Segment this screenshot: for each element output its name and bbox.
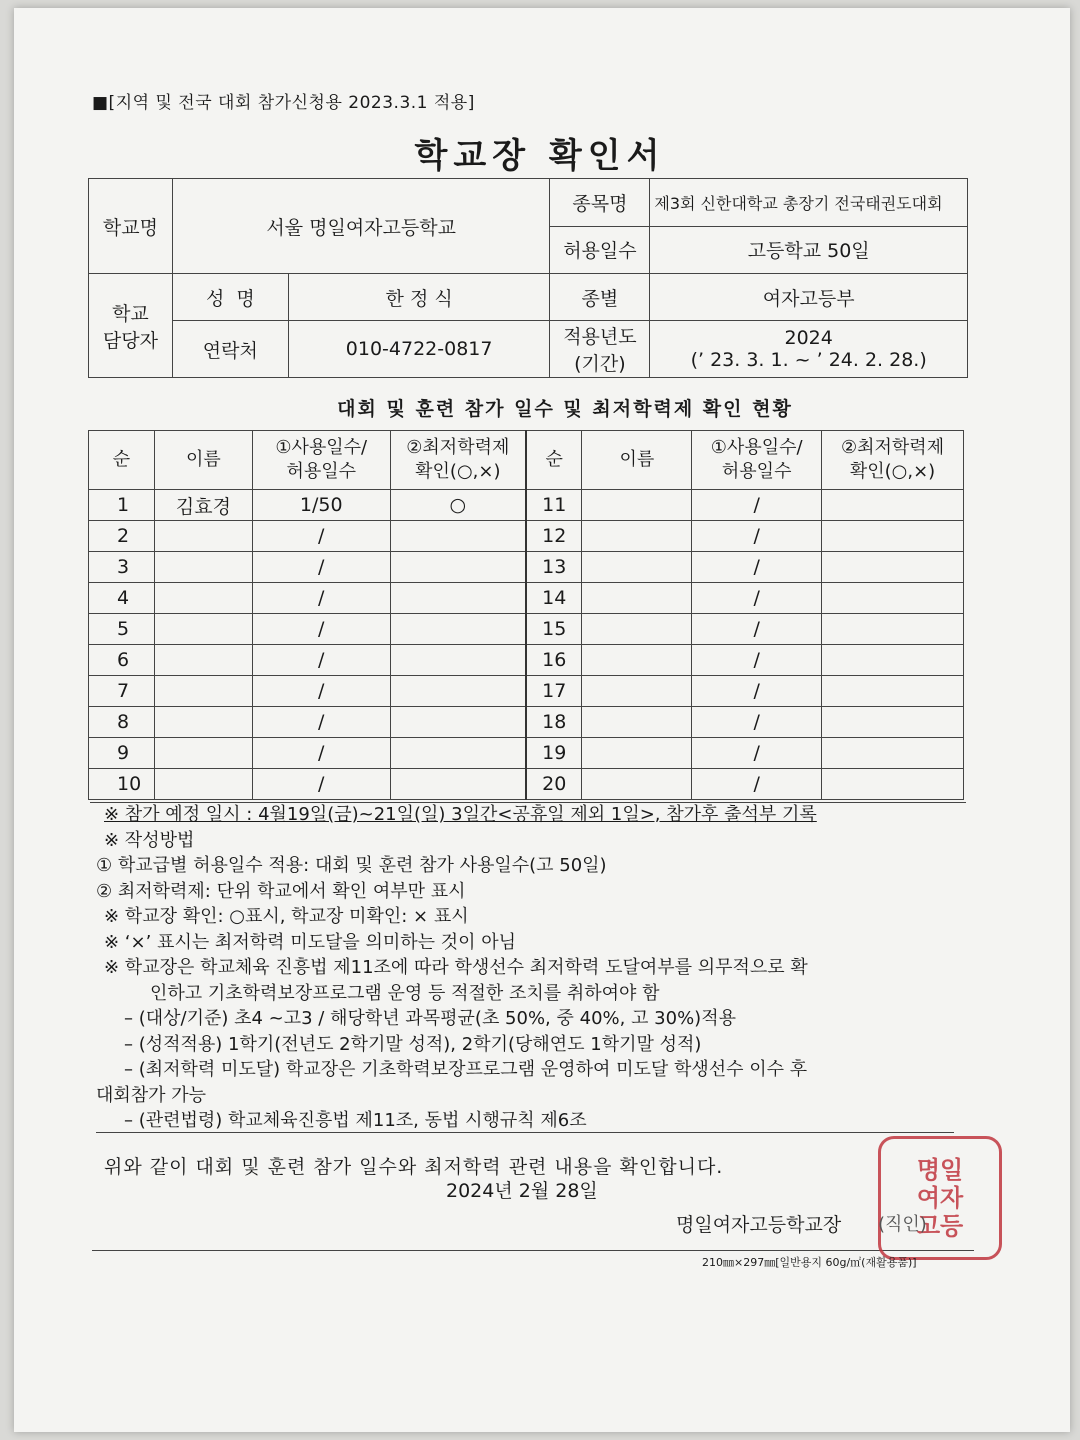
header-min-right-2: 확인(○,×) [849,461,936,482]
school-info-table [88,178,968,378]
row-no: 15 [526,614,582,645]
detail-2: – (성적적용) 1학기(전년도 2학기말 성적), 2학기(당해연도 1학기말 성적) [124,1033,702,1055]
table-header-row [89,431,964,490]
row-no: 2 [89,521,155,552]
row-no: 6 [89,645,155,676]
notes-section [96,802,964,1134]
row-used-days: / [692,738,822,769]
official-seal: 명일 여자 고등 [878,1136,1002,1260]
row-no: 17 [526,676,582,707]
row-min-check [822,490,964,521]
method-5b: 인하고 기초학력보장프로그램 운영 등 적절한 조치를 취하여야 함 [150,982,660,1004]
row-min-check [390,769,526,800]
year-label-2: (기간) [574,353,626,375]
row-no: 4 [89,583,155,614]
row-no: 20 [526,769,582,800]
row-used-days: / [692,552,822,583]
year-cell [650,321,968,378]
row-min-check [822,738,964,769]
row-min-check [822,552,964,583]
table-row [89,583,964,614]
row-name [154,676,252,707]
confirm-date: 2024년 2월 28일 [446,1180,598,1202]
header-name-right: 이름 [582,431,692,490]
row-min-check [822,583,964,614]
row-name [154,614,252,645]
table-row [89,552,964,583]
row-used-days: / [252,583,390,614]
table-row [89,676,964,707]
manager-label-2: 담당자 [102,329,158,352]
participation-table [88,430,964,800]
divider-line [96,1132,954,1133]
row-no: 14 [526,583,582,614]
row-min-check [390,614,526,645]
row-name: 김효경 [154,490,252,521]
row-no: 1 [89,490,155,521]
row-used-days: / [692,521,822,552]
schedule-note: ※ 참가 예정 일시 : 4월19일(금)~21일(일) 3일간<공휴일 제외 1일>, 참가후 출석부 기록 [104,804,817,825]
row-name [154,552,252,583]
row-no: 8 [89,707,155,738]
school-name: 서울 명일여자고등학교 [172,179,550,274]
year-value: 2024 [784,327,833,349]
row-min-check [822,614,964,645]
year-label [550,321,650,378]
header-min-1: ②최저학력제 [406,437,510,458]
row-used-days: / [252,707,390,738]
row-used-days: / [252,738,390,769]
table-row [89,645,964,676]
row-name [582,490,692,521]
row-name [582,552,692,583]
form-note: ■[지역 및 전국 대회 참가신청용 2023.3.1 적용] [92,93,475,113]
table-row [89,614,964,645]
row-name [154,707,252,738]
row-name [582,769,692,800]
row-min-check: ○ [390,490,526,521]
row-no: 7 [89,676,155,707]
method-5a: ※ 학교장은 학교체육 진흥법 제11조에 따라 학생선수 최저학력 도달여부를 의무적으로 확 [104,957,808,978]
row-min-check [390,707,526,738]
period-value: (’ 23. 3. 1. ~ ’ 24. 2. 28.) [690,349,927,371]
row-min-check [390,583,526,614]
row-min-check [390,521,526,552]
row-used-days: / [252,521,390,552]
header-no: 순 [89,431,155,490]
row-name [154,738,252,769]
row-used-days: / [692,769,822,800]
divider-line [90,802,966,803]
method-3: ※ 학교장 확인: ○표시, 학교장 미확인: × 표시 [104,906,469,927]
row-no: 16 [526,645,582,676]
header-min [390,431,526,490]
detail-4: – (관련법령) 학교체육진흥법 제11조, 동법 시행규칙 제6조 [124,1110,587,1131]
row-no: 10 [89,769,155,800]
row-min-check [822,521,964,552]
row-used-days: / [252,676,390,707]
event-name: 제3회 신한대학교 총장기 전국태권도대회 [650,179,968,227]
header-used-2: 허용일수 [286,461,357,482]
row-no: 19 [526,738,582,769]
name-value: 한 정 식 [288,274,550,321]
row-min-check [390,552,526,583]
row-name [582,583,692,614]
row-no: 13 [526,552,582,583]
row-no: 18 [526,707,582,738]
header-no-right: 순 [526,431,582,490]
allowed-days-label: 허용일수 [550,226,650,274]
row-name [582,645,692,676]
divider-line [92,1250,974,1251]
paper-spec: 210㎜×297㎜[일반용지 60g/㎡(재활용품)] [702,1256,917,1269]
table-body [89,490,964,800]
table-row [89,521,964,552]
row-name [154,583,252,614]
category-value: 여자고등부 [650,274,968,321]
page-title: 학교장 확인서 [414,136,666,176]
detail-3b: 대회참가 가능 [96,1084,207,1106]
method-4: ※ ‘×’ 표시는 최저학력 미도달을 의미하는 것이 아님 [104,931,517,953]
contact-label: 연락처 [172,321,288,378]
table-row [89,707,964,738]
row-used-days: / [252,614,390,645]
row-min-check [390,676,526,707]
row-used-days: / [252,645,390,676]
row-used-days: 1/50 [252,490,390,521]
table-row [89,490,964,521]
school-label: 학교명 [89,179,173,274]
row-no: 12 [526,521,582,552]
detail-1: – (대상/기준) 초4 ~고3 / 해당학년 과목평균(초 50%, 중 40%, 고 30%)적용 [124,1008,736,1029]
header-used-right-2: 허용일수 [721,461,792,482]
year-label-1: 적용년도 [563,326,637,348]
row-min-check [390,738,526,769]
method-1: ① 학교급별 허용일수 적용: 대회 및 훈련 참가 사용일수(고 50일) [96,855,607,876]
sign-mark: (직인) [878,1214,927,1235]
row-used-days: / [692,490,822,521]
row-name [154,645,252,676]
header-name: 이름 [154,431,252,490]
name-label: 성 명 [172,274,288,321]
allowed-days-value: 고등학교 50일 [650,226,968,274]
row-min-check [822,676,964,707]
row-used-days: / [692,583,822,614]
row-min-check [822,707,964,738]
row-used-days: / [692,707,822,738]
row-no: 9 [89,738,155,769]
detail-3a: – (최저학력 미도달) 학교장은 기초학력보장프로그램 운영하여 미도달 학생선수 이수 후 [124,1059,808,1080]
row-name [582,738,692,769]
event-label: 종목명 [550,179,650,227]
manager-label-1: 학교 [112,302,149,325]
row-no: 5 [89,614,155,645]
category-label: 종별 [550,274,650,321]
row-name [582,614,692,645]
method-title: ※ 작성방법 [104,829,195,851]
row-name [582,521,692,552]
confirm-statement: 위와 같이 대회 및 훈련 참가 일수와 최저학력 관련 내용을 확인합니다. [104,1156,724,1178]
header-min-2: 확인(○,×) [415,461,501,482]
row-used-days: / [252,769,390,800]
method-2: ② 최저학력제: 단위 학교에서 확인 여부만 표시 [96,880,466,902]
row-name [582,707,692,738]
signer-name: 명일여자고등학교장 [676,1214,842,1236]
manager-label [89,274,173,378]
row-no: 11 [526,490,582,521]
row-name [582,676,692,707]
header-min-right [822,431,964,490]
row-name [154,521,252,552]
header-used-1: ①사용일수/ [275,437,368,458]
contact-value: 010-4722-0817 [288,321,550,378]
row-used-days: / [252,552,390,583]
row-min-check [390,645,526,676]
header-min-right-1: ②최저학력제 [841,437,945,458]
header-used [252,431,390,490]
row-used-days: / [692,614,822,645]
header-used-right-1: ①사용일수/ [710,437,803,458]
table-subtitle: 대회 및 훈련 참가 일수 및 최저학력제 확인 현황 [337,398,793,420]
table-row [89,769,964,800]
row-no: 3 [89,552,155,583]
row-used-days: / [692,676,822,707]
row-name [154,769,252,800]
row-min-check [822,769,964,800]
row-min-check [822,645,964,676]
row-used-days: / [692,645,822,676]
table-row [89,738,964,769]
header-used-right [692,431,822,490]
